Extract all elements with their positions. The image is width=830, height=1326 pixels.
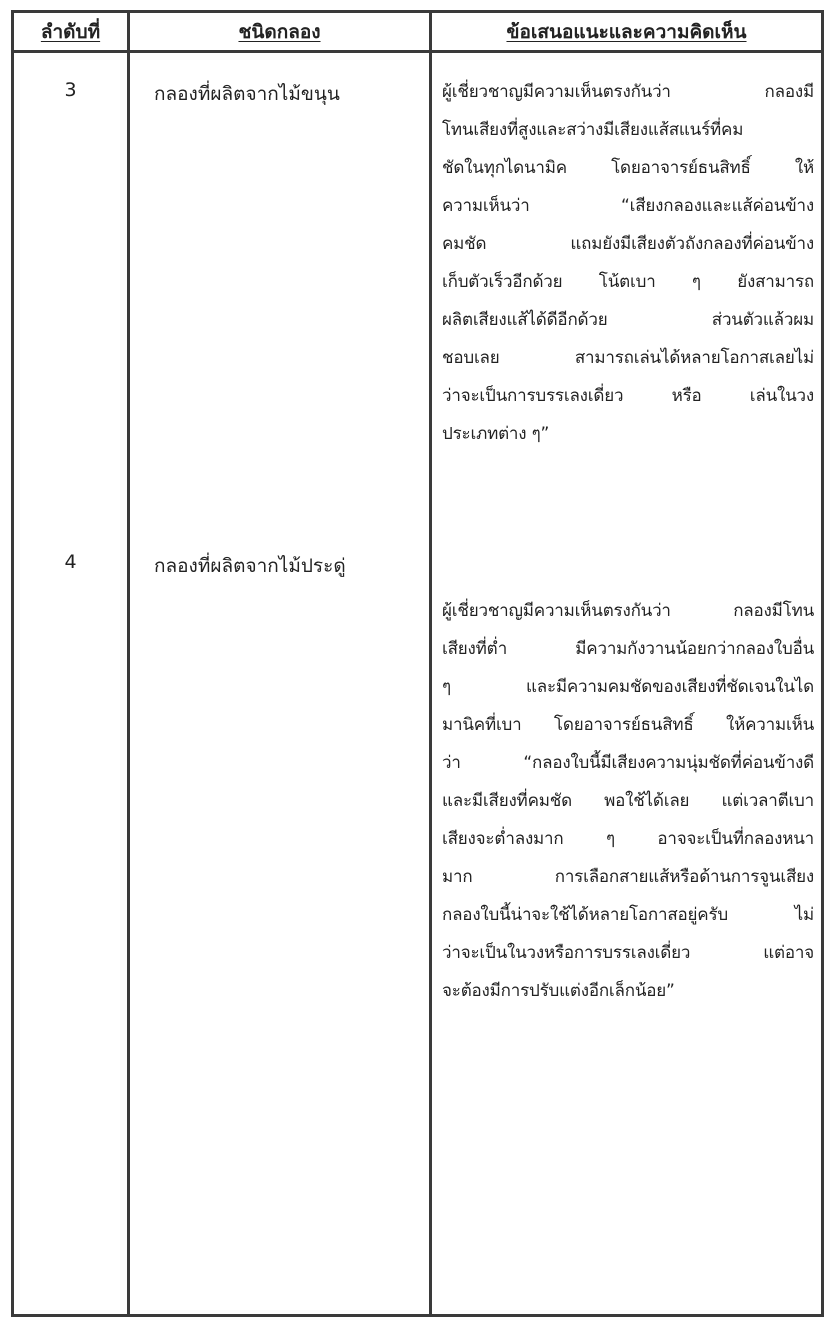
column-divider-2 — [429, 13, 432, 1314]
comment-line: ผู้เชี่ยวชาญมีความเห็นตรงกันว่า กลองมีโทน — [442, 601, 814, 621]
comment-line: ว่าจะเป็นในวงหรือการบรรเลงเดี่ยว แต่อาจ — [442, 943, 814, 963]
comment-line: เสียงที่ต่ำ มีความกังวานน้อยกว่ากลองใบอื่น — [442, 639, 814, 659]
header-divider — [14, 50, 821, 53]
comment-line: ชัดในทุกไดนามิค โดยอาจารย์ธนสิทธิ์ ให้ — [442, 158, 814, 178]
comment-line: ว่า “กลองใบนี้มีเสียงความนุ่มชัดที่ค่อนข้างดี — [442, 753, 814, 773]
header-drum-type: ชนิดกลอง — [238, 20, 321, 43]
comment-line: เก็บตัวเร็วอีกด้วย โน้ตเบา ๆ ยังสามารถ — [442, 272, 814, 292]
comments-table — [11, 10, 824, 1317]
comment-line: คมชัด แถมยังมีเสียงตัวถังกลองที่ค่อนข้าง — [442, 234, 814, 254]
comment-line: กลองใบนี้น่าจะใช้ได้หลายโอกาสอยู่ครับ ไม่ — [442, 905, 814, 925]
column-divider-1 — [127, 13, 130, 1314]
row-drum-type-4: กลองที่ผลิตจากไม้ประดู่ — [154, 555, 346, 577]
comment-line: มานิคที่เบา โดยอาจารย์ธนสิทธิ์ ให้ความเห็น — [442, 715, 814, 735]
comment-line: โทนเสียงที่สูงและสว่างมีเสียงแส้สแนร์ที่คม — [442, 120, 744, 140]
comment-line: ความเห็นว่า “เสียงกลองและแส้ค่อนข้าง — [442, 196, 814, 216]
row-comment-4 — [442, 592, 814, 1010]
row-order-4: 4 — [64, 551, 77, 573]
comment-line: ว่าจะเป็นการบรรเลงเดี่ยว หรือ เล่นในวง — [442, 386, 814, 406]
comment-line: ๆ และมีความคมชัดของเสียงที่ชัดเจนในได — [442, 677, 814, 697]
comment-line: มาก การเลือกสายแส้หรือด้านการจูนเสียง — [442, 867, 814, 887]
comment-line: ประเภทต่าง ๆ” — [442, 424, 550, 444]
comment-line: เสียงจะต่ำลงมาก ๆ อาจจะเป็นที่กลองหนา — [442, 829, 814, 849]
row-order-3: 3 — [64, 79, 77, 101]
row-comment-3 — [442, 73, 814, 453]
header-order: ลำดับที่ — [40, 20, 101, 43]
comment-line: และมีเสียงที่คมชัด พอใช้ได้เลย แต่เวลาตีเบา — [442, 791, 814, 811]
header-comment: ข้อเสนอแนะและความคิดเห็น — [506, 20, 747, 43]
comment-line: ผลิตเสียงแส้ได้ดีอีกด้วย ส่วนตัวแล้วผม — [442, 310, 814, 330]
row-drum-type-3: กลองที่ผลิตจากไม้ขนุน — [154, 83, 340, 105]
comment-line: ผู้เชี่ยวชาญมีความเห็นตรงกันว่า กลองมี — [442, 82, 814, 102]
comment-line: ชอบเลย สามารถเล่นได้หลายโอกาสเลยไม่ — [442, 348, 814, 368]
comment-line: จะต้องมีการปรับแต่งอีกเล็กน้อย” — [442, 981, 675, 1001]
